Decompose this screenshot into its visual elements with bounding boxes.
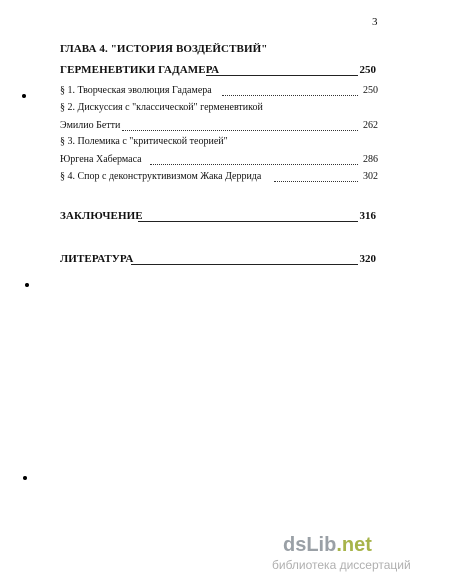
literature-title: ЛИТЕРАТУРА	[60, 253, 134, 265]
section-1-page: 250	[363, 85, 378, 96]
literature-leader	[131, 264, 358, 265]
section-2-title: § 2. Дискуссия с "классической" герменевтикой	[60, 102, 263, 113]
watermark-logo-accent: .net	[336, 534, 372, 556]
margin-bullet	[25, 283, 29, 287]
literature-page: 320	[359, 253, 376, 265]
page-number: 3	[372, 16, 378, 28]
conclusion-leader	[138, 221, 358, 222]
watermark-subtitle: библиотека диссертаций	[272, 558, 411, 572]
chapter-page: 250	[359, 64, 376, 76]
watermark-logo	[283, 534, 372, 557]
section-3-title: § 3. Полемика с "критической теорией"	[60, 136, 228, 147]
section-2-title-cont: Эмилио Бетти	[60, 120, 121, 131]
chapter-title-line1: ГЛАВА 4. "ИСТОРИЯ ВОЗДЕЙСТВИЙ"	[60, 43, 268, 55]
section-2-page: 262	[363, 120, 378, 131]
section-3-leader	[150, 164, 358, 165]
watermark-logo-main: dsLib	[283, 534, 337, 556]
section-1-title: § 1. Творческая эволюция Гадамера	[60, 85, 212, 96]
section-3-title-cont: Юргена Хабермаса	[60, 154, 142, 165]
section-2-leader	[122, 130, 358, 131]
chapter-title-line2: ГЕРМЕНЕВТИКИ ГАДАМЕРА	[60, 64, 220, 76]
conclusion-title: ЗАКЛЮЧЕНИЕ	[60, 210, 143, 222]
chapter-leader	[206, 75, 358, 76]
margin-bullet	[22, 94, 26, 98]
conclusion-page: 316	[359, 210, 376, 222]
section-1-leader	[222, 95, 358, 96]
section-4-leader	[274, 181, 358, 182]
section-4-title: § 4. Спор с деконструктивизмом Жака Деррида	[60, 171, 262, 182]
margin-bullet	[23, 476, 27, 480]
section-4-page: 302	[363, 171, 378, 182]
section-3-page: 286	[363, 154, 378, 165]
